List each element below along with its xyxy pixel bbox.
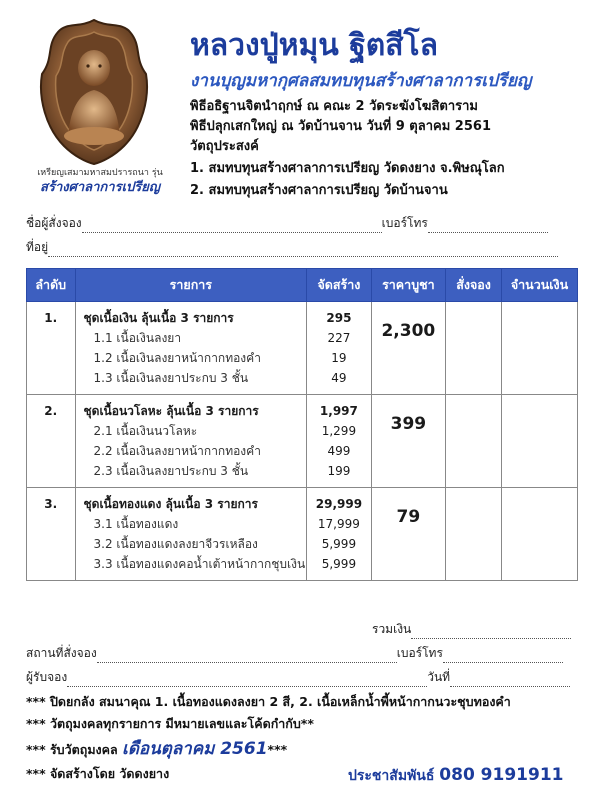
row-no: 2.	[44, 404, 58, 418]
note-2: *** วัตถุมงคลทุกรายการ มีหมายเลขและโค้ดกำกับ**	[26, 716, 314, 731]
header-price: ราคาบูชา	[371, 269, 445, 302]
sub-item: 2.1 เนื้อเงินนวโลหะ	[93, 424, 198, 438]
total-label: รวมเงิน	[372, 622, 412, 636]
order-cell[interactable]	[446, 395, 502, 488]
table-header-row	[27, 269, 578, 302]
sub-item: 3.2 เนื้อทองแดงลงยาจีวรเหลือง	[93, 537, 258, 551]
place-phone-label: เบอร์โทร	[396, 646, 443, 660]
amount-cell[interactable]	[502, 395, 578, 488]
order-cell[interactable]	[446, 488, 502, 581]
header-order: สั่งจอง	[446, 269, 502, 302]
note-1: *** ปิดยกลัง สมนาคุณ 1. เนื้อทองแดงลงยา 2 สี, 2. เนื้อเหล็กน้ำพี้หน้ากากนวะชุบทองคำ	[26, 694, 511, 709]
group-price: 399	[390, 414, 427, 434]
contact	[348, 765, 564, 787]
order-table	[26, 268, 578, 581]
sub-qty: 17,999	[317, 517, 360, 531]
header-no: ลำดับ	[27, 269, 76, 302]
amulet-caption-small: เหรียญเสมามหาสมปรารถนา รุ่น	[37, 168, 163, 178]
table-row	[27, 488, 578, 581]
note-3	[26, 735, 287, 762]
receiver-label: ผู้รับจอง	[26, 670, 68, 684]
purpose-2: 2. สมทบทุนสร้างศาลาการเปรียญ วัดบ้านจาน	[190, 183, 448, 198]
place-row	[26, 644, 563, 663]
row-no: 1.	[44, 311, 58, 325]
amulet-caption-big: สร้างศาลาการเปรียญ	[40, 180, 160, 195]
contact-label: ประชาสัมพันธ์	[348, 768, 435, 784]
sub-item: 1.1 เนื้อเงินลงยา	[93, 331, 182, 345]
header-item: รายการ	[75, 269, 307, 302]
place-phone-field[interactable]	[443, 650, 563, 663]
sub-item: 1.2 เนื้อเงินลงยาหน้ากากทองคำ	[93, 351, 261, 365]
sub-qty: 1,299	[321, 424, 357, 438]
sub-item: 2.3 เนื้อเงินลงยาประกบ 3 ชั้น	[93, 464, 249, 478]
sub-item: 3.1 เนื้อทองแดง	[93, 517, 179, 531]
group-price: 79	[396, 507, 421, 527]
sub-qty: 227	[327, 331, 351, 345]
receiver-row	[26, 668, 570, 687]
amulet-image	[38, 18, 150, 166]
amulet-caption	[20, 168, 180, 196]
purpose-label: วัตถุประสงค์	[190, 139, 259, 154]
sub-qty: 5,999	[321, 557, 357, 571]
orderer-name-field[interactable]	[82, 220, 382, 233]
sub-qty: 5,999	[321, 537, 357, 551]
date-label: วันที่	[427, 670, 451, 684]
group-title: ชุดเนื้อทองแดง ลุ้นเนื้อ 3 รายการ	[83, 497, 258, 511]
orderer-phone-label: เบอร์โทร	[381, 216, 428, 230]
total-row	[372, 620, 571, 639]
address-field[interactable]	[48, 244, 558, 257]
date-field[interactable]	[450, 674, 570, 687]
address-label: ที่อยู่	[26, 240, 49, 254]
group-title: ชุดเนื้อนวโลหะ ลุ้นเนื้อ 3 รายการ	[83, 404, 259, 418]
orderer-name-label: ชื่อผู้สั่งจอง	[26, 216, 82, 230]
amount-cell[interactable]	[502, 302, 578, 395]
header-amount: จำนวนเงิน	[502, 269, 578, 302]
sub-item: 1.3 เนื้อเงินลงยาประกบ 3 ชั้น	[93, 371, 249, 385]
purpose-1: 1. สมทบทุนสร้างศาลาการเปรียญ วัดดงยาง จ.พิษณุโลก	[190, 161, 505, 176]
group-total: 295	[326, 311, 352, 325]
table-row	[27, 302, 578, 395]
row-no: 3.	[44, 497, 58, 511]
note-3-prefix: *** รับวัตถุมงคล	[26, 742, 118, 757]
order-cell[interactable]	[446, 302, 502, 395]
sub-qty: 199	[327, 464, 351, 478]
note-3-suffix: ***	[267, 742, 288, 757]
total-field[interactable]	[411, 626, 571, 639]
header-qty: จัดสร้าง	[307, 269, 372, 302]
group-total: 1,997	[319, 404, 358, 418]
header	[0, 0, 600, 205]
sub-qty: 49	[331, 371, 347, 385]
page-title: หลวงปู่หมุน ฐิตสีโล	[190, 28, 439, 63]
group-total: 29,999	[315, 497, 363, 511]
place-field[interactable]	[97, 650, 397, 663]
note-3-emphasis: เดือนตุลาคม 2561	[122, 739, 268, 759]
orderer-row	[26, 214, 548, 233]
address-row	[26, 238, 558, 257]
sub-qty: 19	[331, 351, 347, 365]
group-price: 2,300	[381, 321, 436, 341]
table-row	[27, 395, 578, 488]
contact-number[interactable]: 080 9191911	[439, 765, 564, 785]
group-title: ชุดเนื้อเงิน ลุ้นเนื้อ 3 รายการ	[83, 311, 234, 325]
amount-cell[interactable]	[502, 488, 578, 581]
note-4: *** จัดสร้างโดย วัดดงยาง	[26, 766, 170, 781]
ceremony-line-1: พิธีอธิฐานจิตนำฤกษ์ ณ คณะ 2 วัดระฆังโฆสิตาราม	[190, 99, 478, 114]
place-label: สถานที่สั่งจอง	[26, 646, 97, 660]
page-subtitle: งานบุญมหากุศลสมทบทุนสร้างศาลาการเปรียญ	[190, 71, 532, 91]
sub-item: 3.3 เนื้อทองแดงคอน้ำเต้าหน้ากากชุบเงิน	[93, 557, 306, 571]
ceremony-line-2: พิธีปลุกเสกใหญ่ ณ วัดบ้านจาน วันที่ 9 ตุลาคม 2561	[190, 119, 491, 134]
sub-item: 2.2 เนื้อเงินลงยาหน้ากากทองคำ	[93, 444, 261, 458]
sub-qty: 499	[327, 444, 351, 458]
orderer-phone-field[interactable]	[428, 220, 548, 233]
receiver-field[interactable]	[67, 674, 427, 687]
